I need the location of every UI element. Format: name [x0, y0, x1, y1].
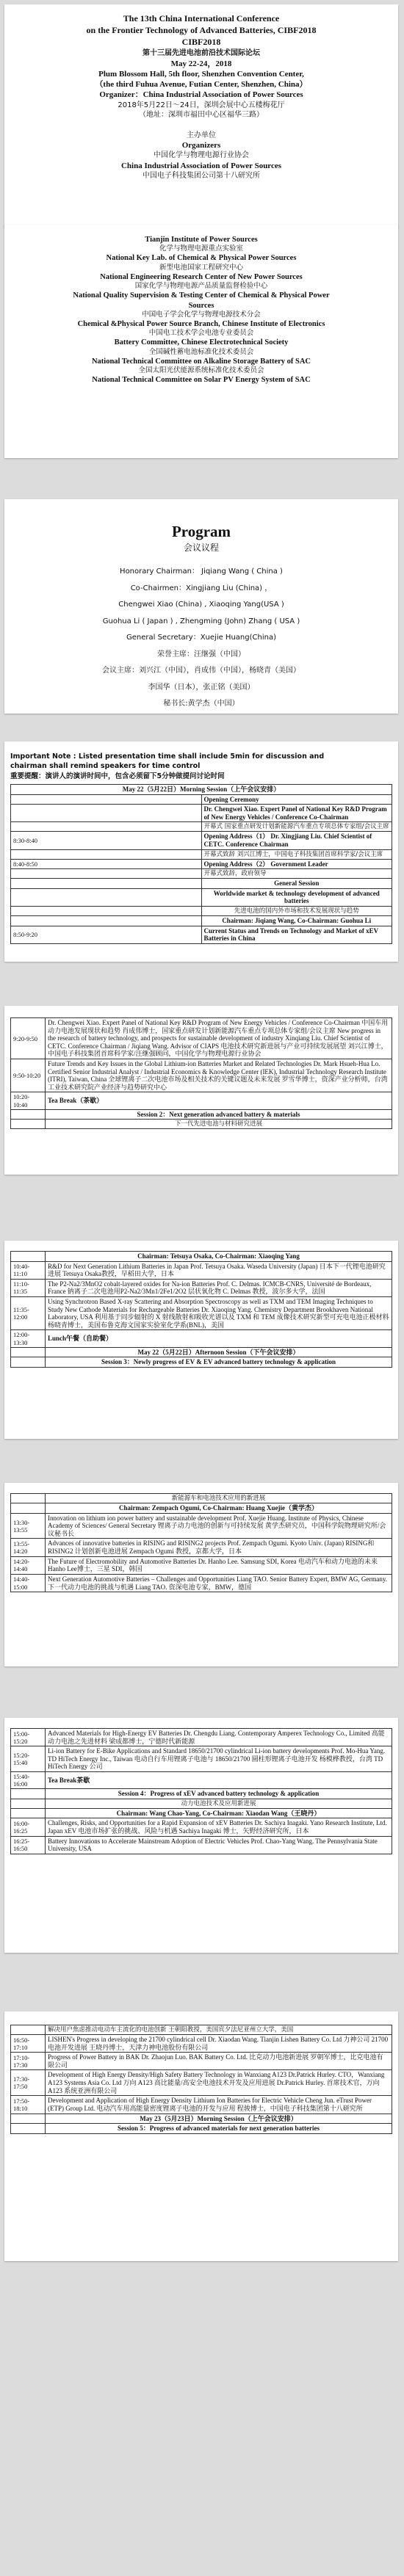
schedule-row — [11, 1556, 392, 1574]
conference-address-cn: （地址：深圳市福田中心区福华三路） — [139, 111, 264, 120]
schedule-item: General Session — [201, 879, 392, 889]
schedule-item: Advanced Materials for High-Energy EV Batteries Dr. Chengdu Liang. Contemporary Amperex Technology Co., Limited 高能动力电池之先进材料 梁成都博士，宁德时代新能源 — [46, 1729, 392, 1746]
schedule-item: Session 2：Next generation advanced battery & materials — [46, 1109, 392, 1120]
schedule-row — [11, 1808, 392, 1818]
schedule-item: 下一代先进电池与材料研究进展 — [46, 1120, 392, 1129]
schedule-time: 15:20-15:40 — [11, 1746, 46, 1772]
schedule-item: Chairman: Tetsuya Osaka, Co-Chairman: Xiaoqing Yang — [46, 1252, 392, 1262]
co-organizer-line: National Technical Committee on Solar PV Energy System of SAC — [92, 376, 311, 385]
organizer-2-cn: 中国电子科技集团公司第十八研究所 — [143, 172, 260, 181]
schedule-row — [11, 1494, 392, 1503]
schedule-time — [11, 1252, 46, 1262]
schedule-part-3 — [4, 1241, 398, 1439]
schedule-item: Next Generation Automotive Batteries – Challenges and Opportunities Liang TAO. Senior Battery Expert, BMW AG, Germany. 下一代动力电池的挑战与机遇 Liang TAO. 资深电池专家，BMW，德国 — [46, 1574, 392, 1592]
schedule-time — [11, 2025, 46, 2035]
schedule-row — [11, 794, 392, 805]
schedule-time — [11, 1808, 46, 1818]
schedule-item: Tea Break（茶歇） — [46, 1092, 392, 1109]
schedule-table-4 — [10, 1493, 392, 1592]
co-organizer-line: 中国电工技术学会电池专业委员会 — [148, 329, 254, 338]
schedule-row — [11, 2114, 392, 2124]
schedule-time: 14:40-15:00 — [11, 1574, 46, 1592]
schedule-time — [11, 1503, 46, 1514]
schedule-time — [11, 1120, 46, 1129]
schedule-item: Dr. Chengwei Xiao. Expert Panel of National Key R&D Program of New Energy Vehicles / Conference Co-Chairman — [201, 805, 392, 822]
schedule-time — [11, 805, 202, 822]
schedule-part-1 — [4, 741, 398, 962]
schedule-row — [11, 1330, 392, 1347]
schedule-time — [11, 907, 202, 916]
conference-venue-en-2: （the third Fuhua Avenue, Futian Center, Shenzhen, China） — [95, 80, 308, 90]
schedule-row — [11, 849, 392, 859]
schedule-row — [11, 1279, 392, 1296]
co-organizer-line: 新型电池国家工程研究中心 — [159, 263, 243, 272]
schedule-row — [11, 916, 392, 926]
schedule-row — [11, 1539, 392, 1556]
co-organizer-line: 化学与物理电源重点实验室 — [159, 244, 243, 253]
schedule-row — [11, 1018, 392, 1059]
schedule-time — [11, 2124, 46, 2134]
schedule-item: Future Trends and Key Issues in the Global Lithium-ion Batteries Market and Related Technologies Dr. Mark Hsueh-Hua Lo. Certified Senior Industrial Analyst / Industrial Economics & Knowledge Center (IEK), Industrial Technology Research Institute (ITRI), Taiwan, China 全球锂离子二次电池市场及相关技术的关键议题及未来发展 罗雪华博士，资深产业分析师，台湾工业技术研究院产业经济与趋势研究中心 — [46, 1059, 392, 1092]
schedule-item: 开幕式致辞，政府领导 — [201, 869, 392, 879]
schedule-time — [11, 888, 202, 906]
schedule-time: 10:40-11:10 — [11, 1261, 46, 1279]
schedule-item: Session 4：Progress of xEV advanced battery technology & application — [46, 1789, 392, 1799]
co-organizer-line: National Technical Committee on Alkaline Storage Battery of SAC — [91, 357, 311, 366]
important-notice — [4, 741, 398, 784]
conference-organizer-en: Organizer：China Industrial Association of Power Sources — [99, 90, 303, 100]
schedule-item: Tea Break茶歇 — [46, 1772, 392, 1789]
schedule-row — [11, 1789, 392, 1799]
conference-header-card — [4, 4, 398, 228]
co-organizer-line: Sources — [188, 301, 214, 310]
schedule-item: R&D for Next Generation Lithium Batteries in Japan Prof. Tetsuya Osaka. Waseda University (Japan) 日本下一代锂电池研究进展 Tetsuya Osaka教授，早稻田大学，日本 — [46, 1261, 392, 1279]
schedule-item: Lunch午餐（自助餐） — [46, 1330, 392, 1347]
schedule-row — [11, 1574, 392, 1592]
co-organizer-line: National Engineering Research Center of New Power Sources — [100, 272, 303, 281]
schedule-time: 9:50-10:20 — [11, 1059, 46, 1092]
schedule-row — [11, 879, 392, 889]
schedule-row — [11, 1297, 392, 1330]
schedule-item: Advances of innovative batteries in RISING and RISING2 projects Prof. Zempach Ogumi. Kyoto Univ. (Japan) RISING和RISING2 计划创新电池进展 Zempach Ogumi 教授，京都大学，日本 — [46, 1539, 392, 1556]
schedule-item: Worldwide market & technology development of advanced batteries — [201, 888, 392, 906]
schedule-item: Dr. Chengwei Xiao. Expert Panel of National Key R&D Program of New Energy Vehicles / Conference Co-Chairman 中国车用动力电池发展现状和趋势 肖成伟博士，国家重点研发计划新能源汽车重点专项总体专家组/会议主席 New progress in the research of battery technology, and prospects for sustainable development of industry Xinqiang Liu. Chief Scientist of CETC. Conference Chairman / Jiqiang Wang. Advisor of CIAPS 电池技术研究新进展与产业可持续发展展望 刘兴江博士，中国电子科技集团首席科学家/汪继强顾问，中国化学与物理电源行业协会 — [46, 1018, 392, 1059]
schedule-item: The Future of Electromobility and Automotive Batteries Dr. Hanho Lee. Samsung SDI, Korea 电动汽车和动力电池的未来 Hanho Lee博士，三星 SDI，韩国 — [46, 1556, 392, 1574]
schedule-table-3 — [10, 1251, 392, 1368]
schedule-item: Chairman: Wang Chao-Yang, Co-Chairman: Xiaodan Wang（王晓丹） — [46, 1808, 392, 1818]
schedule-row — [11, 859, 392, 869]
schedule-row — [11, 1772, 392, 1789]
schedule-item: Battery Innovations to Accelerate Mainstream Adoption of Electric Vehicles Prof. Chao-Yang Wang. The Pennsylvania State University, USA — [46, 1836, 392, 1854]
schedule-item: Development of High Energy Density/High Safety Battery Technology in Wanxiang A123 Dr.Patrick Hurley. CTO，Wanxiang A123 Systems Asia Co. Ltd 万向 A123 高比能量/高安全电池技术开发及应用进展 Dr.Patrick Hurley. 首席技术官，万向 A123 系统亚洲有限公司 — [46, 2070, 392, 2096]
schedule-row — [11, 888, 392, 906]
co-organizer-line: 全国太阳光伏能源系统标准化技术委员会 — [138, 366, 264, 375]
schedule-table-6 — [10, 2025, 392, 2134]
schedule-row — [11, 1818, 392, 1836]
schedule-row — [11, 1261, 392, 1279]
notice-line-2: chairman shall remind speakers for time control — [10, 762, 201, 771]
schedule-row — [11, 2035, 392, 2053]
schedule-rows-2 — [11, 1018, 392, 1129]
program-chair-row: 秘书长:黄学杰（中国） — [163, 700, 239, 708]
schedule-row — [11, 1120, 392, 1129]
schedule-row — [11, 869, 392, 879]
schedule-time — [11, 1494, 46, 1503]
co-organizers-card — [4, 225, 398, 458]
schedule-rows-4 — [11, 1494, 392, 1592]
program-title: Program — [171, 523, 231, 540]
schedule-item: Opening Ceremony — [201, 794, 392, 805]
day-heading: May 22（5月22日）Morning Session（上午会议安排） — [11, 784, 392, 794]
schedule-item: The P2-Na2/3MnO2 cobalt-layered oxides for Na-ion Batteries Prof. C. Delmas. ICMCB-CNRS, Université de Bordeaux, France 钠离子二次电池用P2-Na2/3Mn1/2Fe1/2O2 层状氧化物 C. Delmas 教授，波尔多大学，法国 — [46, 1279, 392, 1296]
schedule-time: 17:10-17:30 — [11, 2053, 46, 2070]
program-chairs-list — [4, 564, 398, 713]
schedule-rows-1 — [11, 794, 392, 943]
schedule-row — [11, 907, 392, 916]
schedule-row — [11, 1347, 392, 1357]
schedule-time — [11, 794, 202, 805]
schedule-item: Opening Address（1） Dr. Xingjiang Liu. Chief Scientist of CETC. Conference Chairman — [201, 832, 392, 849]
schedule-table-1 — [10, 784, 392, 944]
schedule-time: 15:00-15:20 — [11, 1729, 46, 1746]
conference-title-line-3: CIBF2018 — [181, 37, 221, 47]
schedule-row — [11, 2124, 392, 2134]
schedule-time: 11:10-11:35 — [11, 1279, 46, 1296]
co-organizer-line: National Key Lab. of Chemical & Physical Power Sources — [106, 254, 297, 263]
schedule-time: 17:30-17:50 — [11, 2070, 46, 2096]
conference-venue-en: Plum Blossom Hall, 5th floor, Shenzhen Convention Center, — [98, 69, 304, 79]
schedule-item: Chairman: Jiqiang Wang, Co-Chairman: Guohua Li — [201, 916, 392, 926]
schedule-row — [11, 1357, 392, 1368]
schedule-row — [11, 1836, 392, 1854]
program-card — [4, 499, 398, 714]
program-chair-row: 会议主席：刘兴江（中国），肖成伟（中国），杨晓青（美国） — [102, 667, 300, 675]
conference-title-line-2: on the Frontier Technology of Advanced Batteries, CIBF2018 — [86, 25, 317, 35]
schedule-item: May 22（5月22日）Afternoon Session（下午会议安排） — [46, 1347, 392, 1357]
schedule-time: 8:40-8:50 — [11, 859, 202, 869]
schedule-time: 8:50-9:20 — [11, 926, 202, 943]
conference-title-line-1: The 13th China International Conference — [123, 13, 280, 23]
schedule-time: 14:20-14:40 — [11, 1556, 46, 1574]
schedule-item: Current Status and Trends on Technology and Market of xEV Batteries in China — [201, 926, 392, 943]
schedule-time — [11, 1109, 46, 1120]
schedule-row — [11, 1799, 392, 1808]
schedule-item: May 23（5月23日）Morning Session（上午会议安排） — [46, 2114, 392, 2124]
schedule-row — [11, 822, 392, 832]
schedule-time: 12:00-13:30 — [11, 1330, 46, 1347]
schedule-item: Development and Application of High Energy Density Lithium Ion Batteries for Electric Vehicle Cheng Jun. eTrust Power (ETP) Group Ltd. 电动汽车用高能量密度锂离子电池的开发与应用 程骏博士，中国电子科技集团第十八研究所 — [46, 2096, 392, 2114]
schedule-item: 解决用户焦虑推动电动车主流化的电池创新 王朝阳教授，美国宾夕法尼亚州立大学，美国 — [46, 2025, 392, 2035]
schedule-row — [11, 1503, 392, 1514]
schedule-item: Session 5：Progress of advanced materials for next generation batteries — [46, 2124, 392, 2134]
organizer-1-cn: 中国化学与物理电源行业协会 — [154, 151, 249, 160]
program-chair-row: Guohua Li ( Japan ) , Zhengming (John) Zhang ( USA ) — [102, 617, 300, 625]
schedule-item: 动力电池技术及应用新进展 — [46, 1799, 392, 1808]
schedule-time — [11, 822, 202, 832]
schedule-item: Using Synchrotron Based X-ray Scattering and Absorption Spectroscopy as well as TXM and TEM Imaging Techniques to Study New Cathode Materials for Rechargeable Batteries Dr. Xiaoqing Yang. Chemistry Department Brookhaven National Laboratory, USA 利用基于同步辐射的 X 射线散射和吸收光谱以及 TXM 和 TEM 成像技术研究新型可充电电池正极材料 杨晓青博士，美国布鲁克海文国家实验室化学系(BNL)，美国 — [46, 1297, 392, 1330]
organizer-1-en: China Industrial Association of Power Sources — [120, 161, 282, 170]
program-subtitle: 会议议程 — [183, 543, 219, 553]
schedule-item: Li-ion Battery for E-Bike Applications and Standard 18650/21700 cylindrical Li-ion battery developments Prof. Mo-Hua Yang. TD HiTech Energy Inc., Taiwan 电动自行车用锂离子电池与 18650/21700 圆柱形锂离子电池开发 杨模桦教授，台湾 TD HiTech Energy 公司 — [46, 1746, 392, 1772]
schedule-item: 开幕式 国家重点研发计划新能源汽车重点专项总体专家组/会议主席 — [201, 822, 392, 832]
schedule-row — [11, 1109, 392, 1120]
schedule-time — [11, 849, 202, 859]
program-chair-row: Chengwei Xiao (China) , Xiaoqing Yang(USA ) — [118, 601, 284, 609]
schedule-rows-5 — [11, 1729, 392, 1854]
schedule-time: 15:40-16:00 — [11, 1772, 46, 1789]
schedule-time — [11, 879, 202, 889]
schedule-row — [11, 2070, 392, 2096]
schedule-item: Innovation on lithium ion power battery and sustainable development Prof. Xuejie Huang. Institute of Physics, Chinese Academy of Sciences/ General Secretary 锂离子动力电池的创新与可持续发展 黄学杰研究员，中国科学院物理研究所/会议秘书长 — [46, 1513, 392, 1539]
schedule-time: 10:20-10:40 — [11, 1092, 46, 1109]
schedule-row — [11, 2096, 392, 2114]
schedule-time: 13:30-13:55 — [11, 1513, 46, 1539]
schedule-row — [11, 805, 392, 822]
schedule-item: 新能源车和电池技术应用的新进展 — [46, 1494, 392, 1503]
schedule-item: Session 3：Newly progress of EV & EV advanced battery technology & application — [46, 1357, 392, 1368]
program-chair-row: Co-Chairmen：Xingjiang Liu (China) ， — [130, 584, 273, 592]
co-organizer-line: 全国碱性蓄电池标准化技术委员会 — [148, 347, 254, 356]
co-organizer-line: Chemical &Physical Power Source Branch, Chinese Institute of Electronics — [77, 320, 325, 328]
schedule-rows-6 — [11, 2025, 392, 2134]
co-organizer-line: Tianjin Institute of Power Sources — [145, 236, 258, 244]
program-chair-row: Honorary Chairman： Jiqiang Wang ( China ) — [120, 567, 283, 576]
organizers-heading-cn: 主办单位 — [187, 131, 216, 139]
schedule-row — [11, 1252, 392, 1262]
schedule-table-5 — [10, 1728, 392, 1854]
schedule-time — [11, 2114, 46, 2124]
schedule-time — [11, 1799, 46, 1808]
conference-date-en: May 22-24，2018 — [170, 59, 232, 68]
schedule-time — [11, 916, 202, 926]
notice-line-1: Important Note : Listed presentation time shall include 5min for discussion and — [10, 752, 325, 761]
schedule-time: 9:20-9:50 — [11, 1018, 46, 1059]
schedule-time: 16:00-16:25 — [11, 1818, 46, 1836]
schedule-time: 16:25-16:50 — [11, 1836, 46, 1854]
program-chair-row: 荣誉主席：汪继强（中国） — [157, 650, 245, 658]
schedule-part-4 — [4, 1483, 398, 1666]
schedule-time: 17:50-18:10 — [11, 2096, 46, 2114]
schedule-part-6 — [4, 2011, 398, 2261]
schedule-row — [11, 2053, 392, 2070]
co-organizers-list — [4, 235, 398, 385]
schedule-item: LISHEN's Progress in developing the 21700 cylindrical cell Dr. Xiaodan Wang. Tianjin Lishen Battery Co. Ltd 力神公司 21700 电池开发进展 王晓丹博士，天津力神电池股份有限公司 — [46, 2035, 392, 2053]
program-chair-row: 李国华（日本），张正铭（美国） — [148, 683, 255, 692]
co-organizer-line: 中国电子学会化学与物理电源技术分会 — [142, 310, 261, 319]
schedule-part-5 — [4, 1718, 398, 1953]
schedule-item: Opening Address（2） Government Leader — [201, 859, 392, 869]
schedule-item: 先进电池的国内外市场和技术发展现状与趋势 — [201, 907, 392, 916]
schedule-item: Chairman: Zempach Ogumi, Co-Chairman: Huang Xuejie（黄学杰） — [46, 1503, 392, 1514]
schedule-time: 8:30-8:40 — [11, 832, 202, 849]
schedule-row — [11, 1729, 392, 1746]
conference-title-cn: 第十三届先进电池前沿技术国际论坛 — [143, 49, 260, 57]
schedule-row — [11, 1092, 392, 1109]
schedule-row — [11, 2025, 392, 2035]
schedule-part-2 — [4, 1006, 398, 1175]
schedule-rows-3 — [11, 1252, 392, 1368]
schedule-row — [11, 1059, 392, 1092]
schedule-item: 开幕式致辞 刘兴江博士，中国电子科技集团首席科学家/会议主席 — [201, 849, 392, 859]
co-organizer-line: National Quality Supervision & Testing Center of Chemical & Physical Power — [73, 291, 330, 300]
schedule-time — [11, 1347, 46, 1357]
schedule-time — [11, 1789, 46, 1799]
schedule-time — [11, 1357, 46, 1368]
program-chair-row: General Secretary：Xuejie Huang(China) — [126, 634, 276, 642]
schedule-item: Progress of Power Battery in BAK Dr. Zhaojun Luo. BAK Battery Co. Ltd. 比克动力电池新进展 罗朝军博士，比克电池有限公司 — [46, 2053, 392, 2070]
schedule-row — [11, 1746, 392, 1772]
schedule-row — [11, 1513, 392, 1539]
schedule-time: 13:55-14:20 — [11, 1539, 46, 1556]
schedule-row — [11, 926, 392, 943]
schedule-time — [11, 869, 202, 879]
co-organizer-line: 国家化学与物理电源产品质量监督检验中心 — [134, 282, 268, 291]
co-organizer-line: Battery Committee, Chinese Electrotechnical Society — [114, 338, 289, 347]
schedule-time: 16:50-17:10 — [11, 2035, 46, 2053]
schedule-row — [11, 832, 392, 849]
schedule-table-2 — [10, 1017, 392, 1129]
notice-line-3: 重要提醒：演讲人的演讲时间中，包含必须留下5分钟做提问讨论时间 — [10, 772, 225, 780]
conference-date-cn: 2018年5月22日～24日，深圳会展中心五楼梅花厅 — [118, 101, 285, 109]
organizers-heading-en: Organizers — [181, 141, 221, 150]
schedule-time: 11:35-12:00 — [11, 1297, 46, 1330]
schedule-item: Challenges, Risks, and Opportunities for a Rapid Expansion of xEV Batteries Dr. Sachiya Inagaki. Yano Research Institute, Ltd. Japan xEV 电池市场扩张的挑战、风险与机遇 Sachiya Inagaki 博士，矢野经济研究所，日本 — [46, 1818, 392, 1836]
